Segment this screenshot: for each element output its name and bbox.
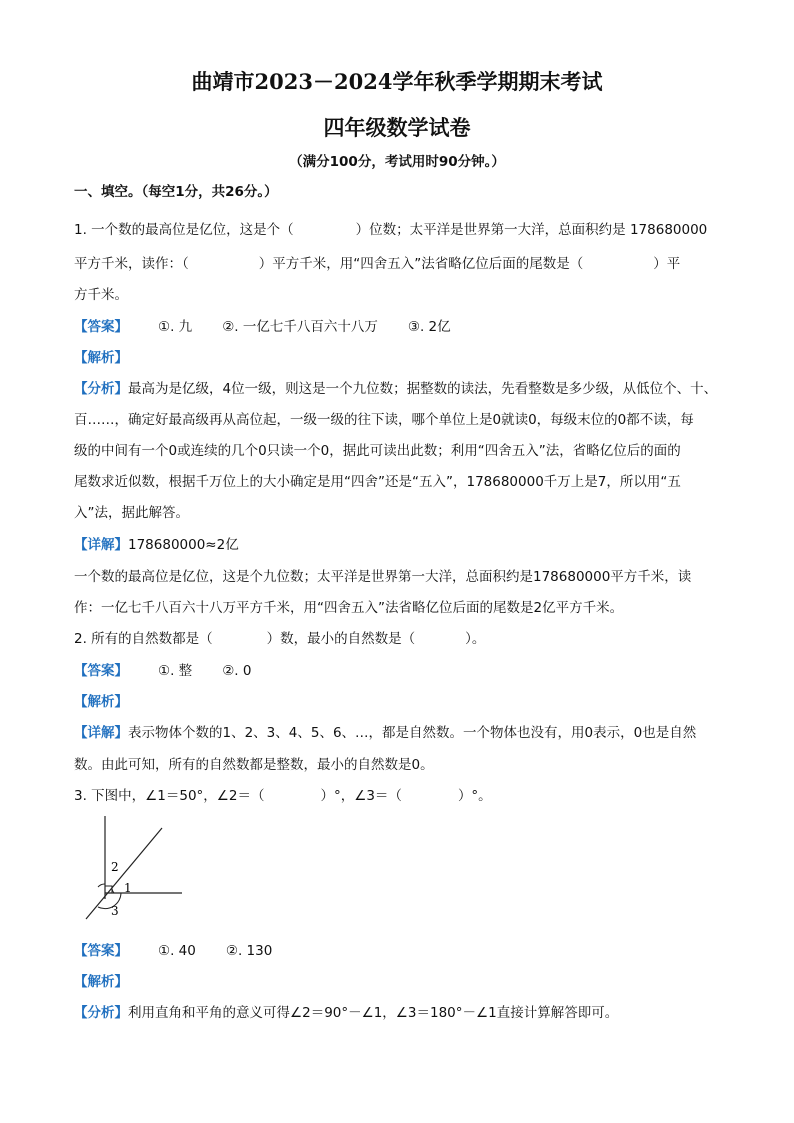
q2-detail-text-1: 表示物体个数的1、2、3、4、5、6、…，都是自然数。一个物体也没有，用0表示，0也是自然 (128, 725, 697, 741)
q1-answer-2: ②. 一亿七千八百六十八万 (222, 319, 378, 335)
q1-text-1a: 1. 一个数的最高位是亿位，这是个（ (74, 222, 294, 238)
q3-analysis-tag: 【解析】 (74, 974, 128, 990)
q3-fx-text-1: 利用直角和平角的意义可得∠2＝90°－∠1，∠3＝180°－∠1直接计算解答即可。 (128, 1005, 619, 1021)
fx-tag: 【分析】 (74, 1005, 128, 1021)
q3-answer-row (74, 942, 272, 960)
q1-detail-line-3: 作：一亿七千八百六十八万平方千米，用“四舍五入”法省略亿位后面的尾数是2亿平方千米。 (74, 600, 624, 616)
angle-label-3: 3 (111, 904, 119, 918)
q1-text-2a: 平方千米，读作：（ (74, 256, 189, 272)
q1-detail-text-1: 178680000≈2亿 (128, 537, 239, 553)
q1-fx-line-2: 百……，确定好最高级再从高位起，一级一级的往下读，哪个单位上是0就读0，每级末位的0都不读，每 (74, 412, 694, 428)
answer-tag: 【答案】 (74, 943, 128, 959)
q2-analysis-tag: 【解析】 (74, 694, 128, 710)
q3-text-a: 3. 下图中，∠1＝50°，∠2＝（ (74, 788, 265, 804)
q2-answer-1: ①. 整 (158, 663, 193, 679)
q2-detail-line-1 (74, 724, 696, 742)
q1-answer-1: ①. 九 (158, 319, 193, 335)
q1-text-1b: ）位数；太平洋是世界第一大洋，总面积约是 178680000 (355, 222, 708, 238)
exam-title: 曲靖市2023－2024学年秋季学期期末考试 (191, 69, 603, 94)
q2-text-a: 2. 所有的自然数都是（ (74, 631, 213, 647)
q2-text-c: ）。 (465, 631, 486, 647)
q2-text-b: ）数，最小的自然数是（ (266, 631, 416, 647)
q2-line (74, 630, 485, 648)
detail-tag: 【详解】 (74, 537, 128, 553)
q1-line-1 (74, 221, 707, 239)
detail-tag: 【详解】 (74, 725, 128, 741)
angle-label-2: 2 (111, 860, 119, 874)
q1-detail-line-1 (74, 536, 239, 554)
answer-tag: 【答案】 (74, 319, 128, 335)
q1-analysis-tag: 【解析】 (74, 350, 128, 366)
q1-fx-line-1 (74, 380, 717, 398)
q3-line (74, 787, 492, 805)
q1-answer-3: ③. 2亿 (407, 319, 451, 335)
q3-text-b: ）°，∠3＝（ (320, 788, 402, 804)
q1-detail-line-2: 一个数的最高位是亿位，这是个九位数；太平洋是世界第一大洋，总面积约是178680000平方千米，读 (74, 569, 692, 585)
q1-fx-line-4: 尾数求近似数，根据千万位上的大小确定是用“四舍”还是“五入”，178680000千万上是7，所以用“五 (74, 474, 681, 490)
fx-tag: 【分析】 (74, 381, 128, 397)
q1-answer-row (74, 318, 451, 336)
q2-detail-line-2: 数。由此可知，所有的自然数都是整数，最小的自然数是0。 (74, 757, 434, 773)
angle-figure (80, 814, 200, 926)
q1-fx-line-5: 入”法，据此解答。 (74, 505, 189, 521)
q3-answer-2: ②. 130 (225, 943, 273, 959)
q1-fx-line-3: 级的中间有一个0或连续的几个0只读一个0，据此可读出此数；利用“四舍五入”法，省略亿位后的面的 (74, 443, 681, 459)
q3-text-c: ）°。 (457, 788, 492, 804)
q3-answer-1: ①. 40 (158, 943, 196, 959)
exam-note: （满分100分，考试用时90分钟。） (289, 154, 505, 170)
section-heading: 一、填空。（每空1分，共26分。） (74, 184, 278, 200)
angle-2-arc (98, 884, 105, 887)
angle-label-1: 1 (124, 881, 132, 895)
q1-fx-text-1: 最高为是亿级，4位一级，则这是一个九位数；据整数的读法，先看整数是多少级，从低位个、十、 (128, 381, 718, 397)
q1-line-2 (74, 255, 680, 273)
q1-text-2c: ）平 (653, 256, 681, 272)
answer-tag: 【答案】 (74, 663, 128, 679)
q3-fx-line-1 (74, 1004, 618, 1022)
q1-text-2b: ）平方千米，用“四舍五入”法省略亿位后面的尾数是（ (258, 256, 584, 272)
exam-subtitle: 四年级数学试卷 (323, 115, 471, 140)
slanted-line (86, 828, 162, 919)
q2-answer-2: ②. 0 (222, 663, 252, 679)
q2-answer-row (74, 662, 251, 680)
q1-line-3: 方千米。 (74, 287, 128, 303)
